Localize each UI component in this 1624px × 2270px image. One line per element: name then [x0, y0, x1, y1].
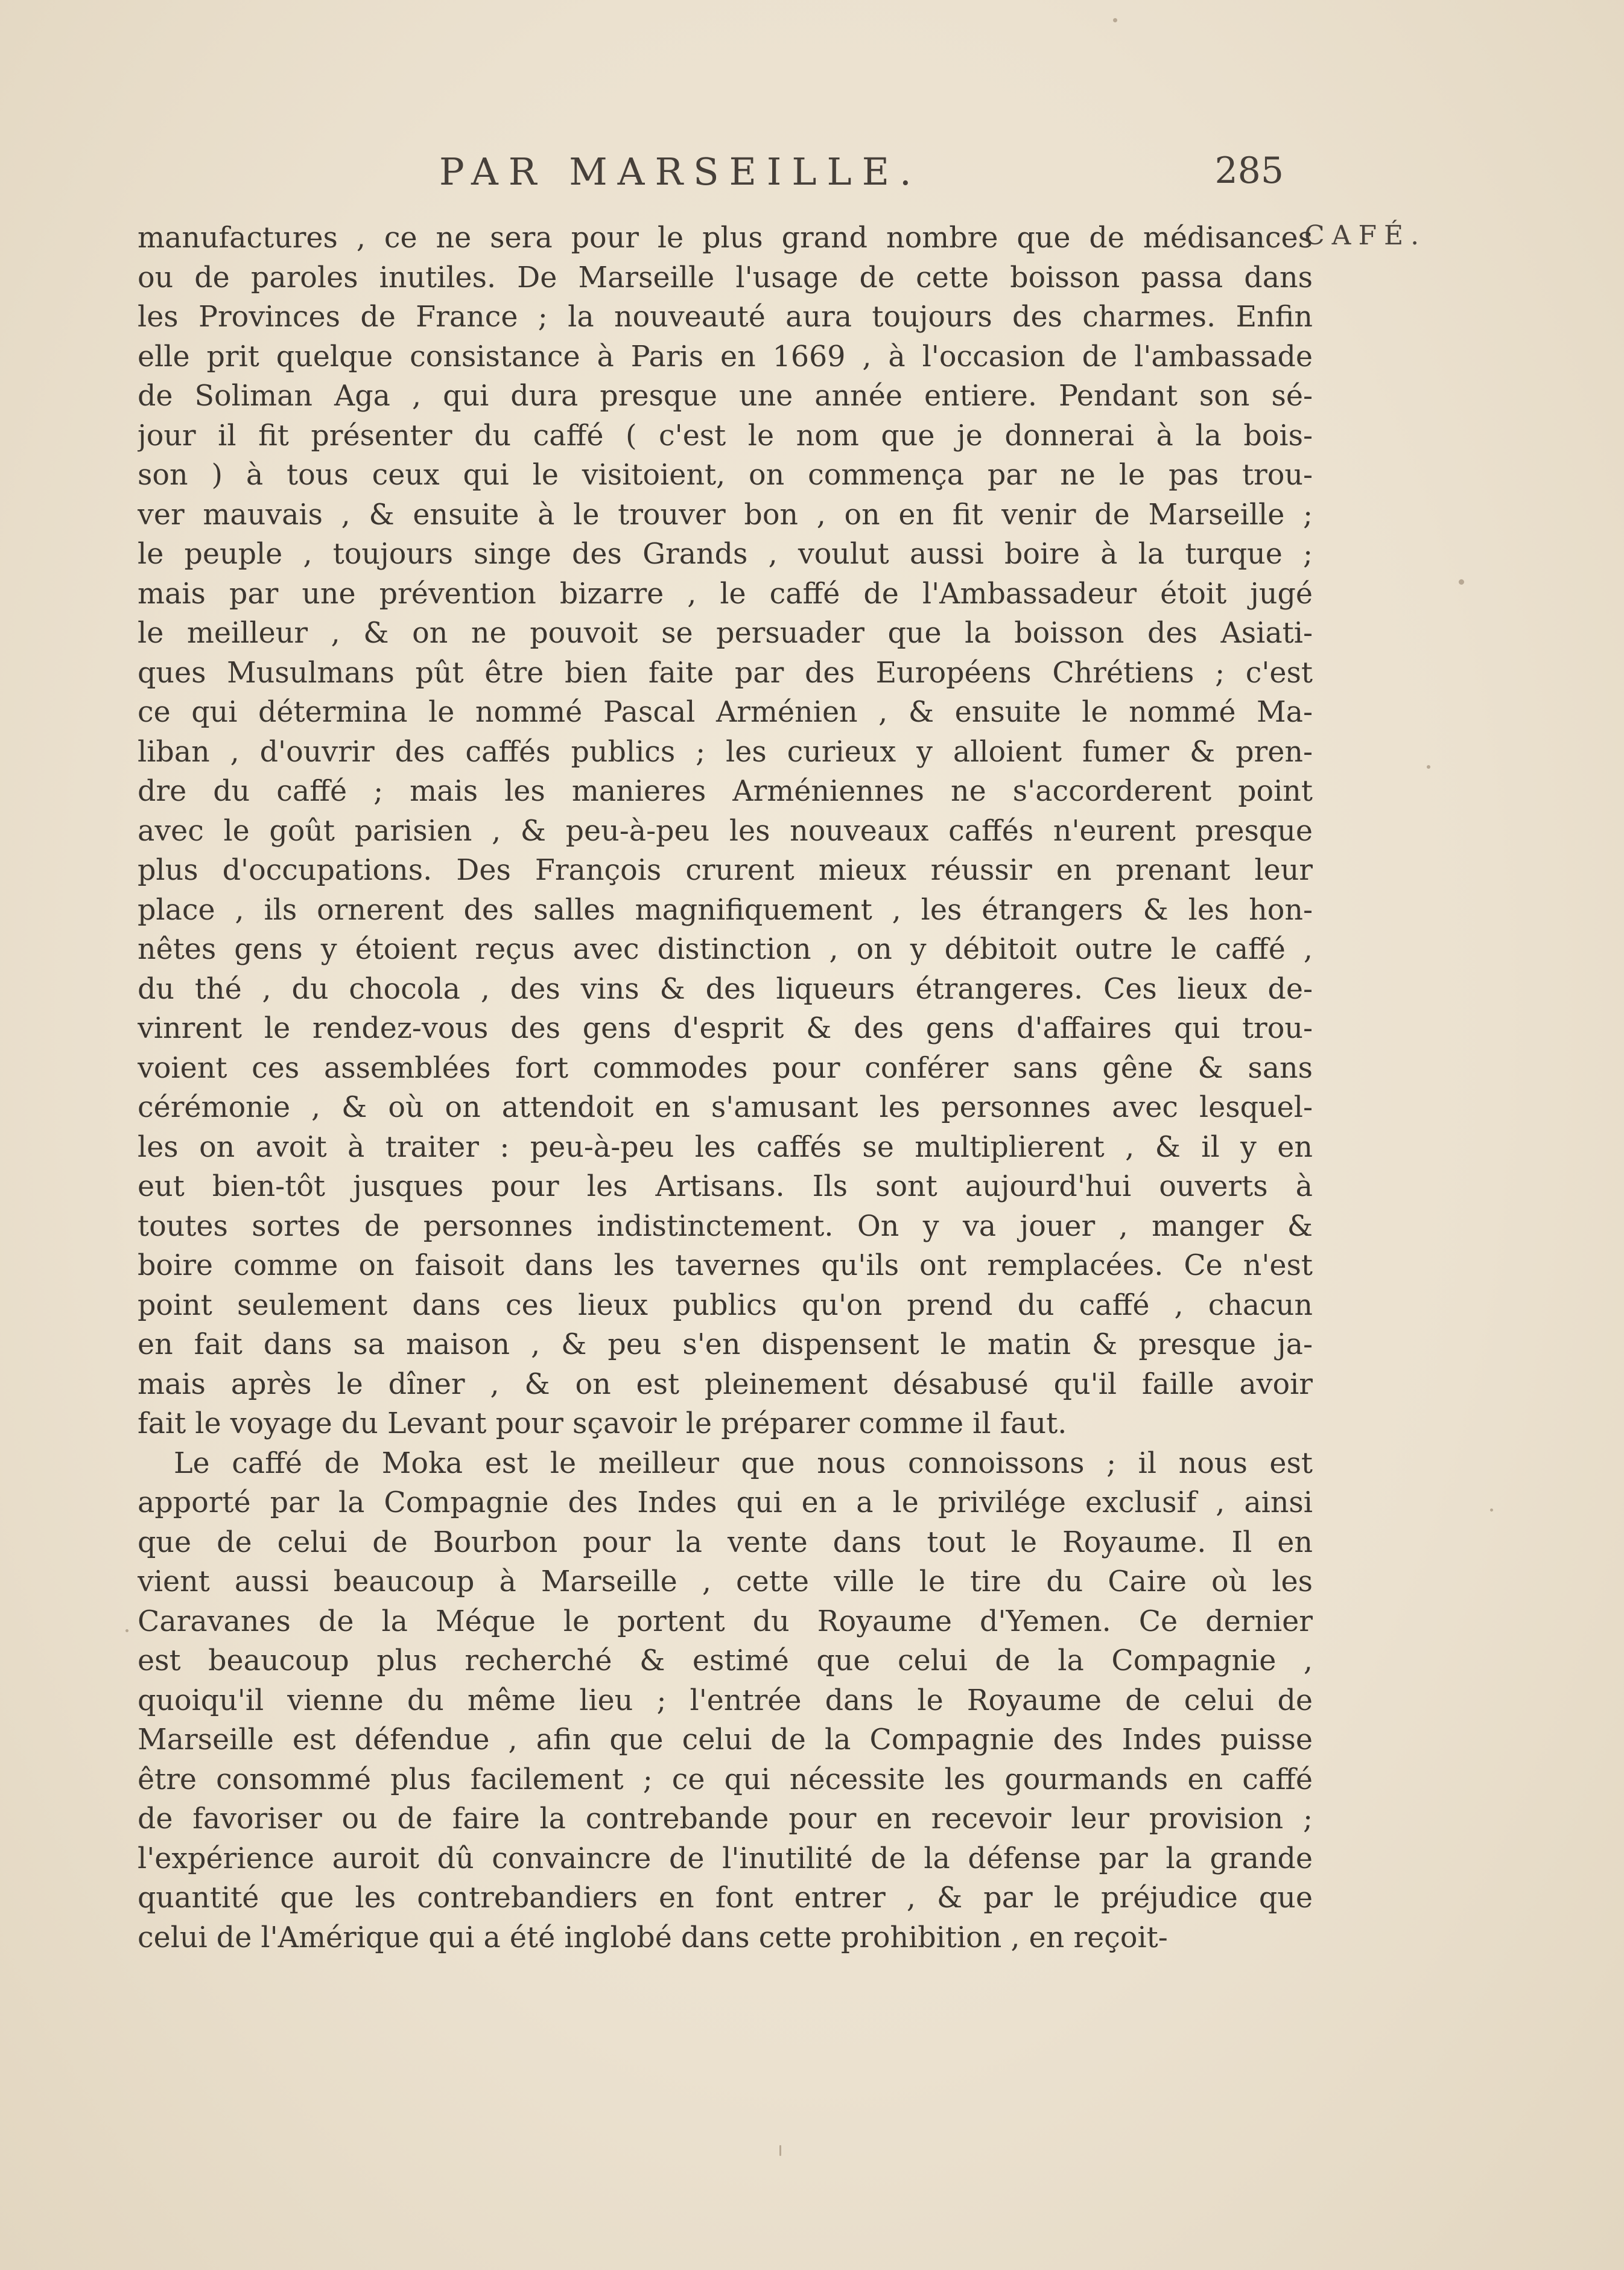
text-line: l'expérience auroit dû convaincre de l'inutilité de la défense par la grande: [138, 1842, 1313, 1875]
text-line: mais par une prévention bizarre , le caffé de l'Ambassadeur étoit jugé: [138, 577, 1313, 611]
paper-speck: [125, 1629, 128, 1632]
paper-speck: [1113, 18, 1117, 22]
text-line: Marseille est défendue , afin que celui de la Compagnie des Indes puisse: [138, 1723, 1313, 1757]
paper-speck: [1490, 1509, 1493, 1512]
text-line: ver mauvais , & ensuite à le trouver bon , on en fit venir de Marseille ;: [138, 498, 1313, 532]
text-line: quantité que les contrebandiers en font entrer , & par le préjudice que: [138, 1881, 1313, 1915]
text-line: nêtes gens y étoient reçus avec distinction , on y débitoit outre le caffé ,: [138, 933, 1313, 966]
text-line: point seulement dans ces lieux publics qu'on prend du caffé , chacun: [138, 1288, 1313, 1322]
text-line: liban , d'ouvrir des caffés publics ; les curieux y alloient fumer & pren-: [138, 735, 1313, 769]
text-line: ce qui détermina le nommé Pascal Arménien , & ensuite le nommé Ma-: [138, 696, 1313, 729]
text-line: dre du caffé ; mais les manieres Arméniennes ne s'accorderent point: [138, 775, 1313, 808]
text-line: boire comme on faisoit dans les tavernes qu'ils ont remplacées. Ce n'est: [138, 1249, 1313, 1282]
text-line: que de celui de Bourbon pour la vente dans tout le Royaume. Il en: [138, 1525, 1313, 1559]
text-line: cérémonie , & où on attendoit en s'amusant les personnes avec lesquel-: [138, 1091, 1313, 1124]
text-line: le meilleur , & on ne pouvoit se persuader que la boisson des Asiati-: [138, 617, 1313, 650]
text-line: de favoriser ou de faire la contrebande pour en recevoir leur provision ;: [138, 1802, 1313, 1836]
text-line: de Soliman Aga , qui dura presque une année entiere. Pendant son sé-: [138, 380, 1313, 413]
paragraph-2: [138, 1444, 1313, 1958]
text-line: du thé , du chocola , des vins & des liqueurs étrangeres. Ces lieux de-: [138, 972, 1313, 1006]
text-line: fait le voyage du Levant pour sçavoir le préparer comme il faut.: [138, 1407, 1067, 1440]
text-line: toutes sortes de personnes indistinctement. On y va jouer , manger &: [138, 1209, 1313, 1243]
text-line: jour il fit présenter du caffé ( c'est le nom que je donnerai à la bois-: [138, 419, 1313, 453]
text-line: elle prit quelque consistance à Paris en 1669 , à l'occasion de l'ambassade: [138, 340, 1313, 374]
text-line: les on avoit à traiter : peu-à-peu les caffés se multiplierent , & il y en: [138, 1130, 1313, 1164]
text-line: place , ils ornerent des salles magnifiquement , les étrangers & les hon-: [138, 893, 1313, 927]
text-line: apporté par la Compagnie des Indes qui en a le privilége exclusif , ainsi: [138, 1486, 1313, 1519]
page-number: 285: [1214, 150, 1284, 192]
text-line: voient ces assemblées fort commodes pour conférer sans gêne & sans: [138, 1051, 1313, 1085]
paragraph-1: [138, 218, 1313, 1444]
text-line: mais après le dîner , & on est pleinement désabusé qu'il faille avoir: [138, 1367, 1313, 1401]
text-line: est beaucoup plus recherché & estimé que celui de la Compagnie ,: [138, 1644, 1313, 1677]
text-line: ou de paroles inutiles. De Marseille l'usage de cette boisson passa dans: [138, 261, 1313, 294]
text-line: vient aussi beaucoup à Marseille , cette ville le tire du Caire où les: [138, 1565, 1313, 1598]
text-line: plus d'occupations. Des François crurent mieux réussir en prenant leur: [138, 854, 1313, 887]
text-line: ques Musulmans pût être bien faite par des Européens Chrétiens ; c'est: [138, 656, 1313, 690]
page-header: [439, 150, 1284, 198]
text-line: être consommé plus facilement ; ce qui nécessite les gourmands en caffé: [138, 1763, 1313, 1796]
paper-speck: [779, 2145, 781, 2156]
text-line: les Provinces de France ; la nouveauté aura toujours des charmes. Enfin: [138, 300, 1313, 334]
body-text: [138, 218, 1313, 1957]
text-line: manufactures , ce ne sera pour le plus grand nombre que de médisances: [138, 221, 1313, 255]
running-title: PAR MARSEILLE.: [439, 150, 922, 194]
text-line: quoiqu'il vienne du même lieu ; l'entrée dans le Royaume de celui de: [138, 1683, 1313, 1717]
paper-speck: [1459, 579, 1464, 585]
margin-note: CAFÉ.: [1304, 220, 1427, 251]
text-line: Le caffé de Moka est le meilleur que nous connoissons ; il nous est: [174, 1446, 1313, 1480]
text-line: son ) à tous ceux qui le visitoient, on commença par ne le pas trou-: [138, 459, 1313, 492]
text-line: avec le goût parisien , & peu-à-peu les nouveaux caffés n'eurent presque: [138, 814, 1313, 848]
text-line: Caravanes de la Méque le portent du Royaume d'Yemen. Ce dernier: [138, 1604, 1313, 1638]
paper-speck: [1427, 765, 1430, 769]
text-line: celui de l'Amérique qui a été inglobé dans cette prohibition , en reçoit-: [138, 1921, 1168, 1954]
text-line: en fait dans sa maison , & peu s'en dispensent le matin & presque ja-: [138, 1328, 1313, 1361]
text-line: vinrent le rendez-vous des gens d'esprit & des gens d'affaires qui trou-: [138, 1012, 1313, 1045]
text-line: le peuple , toujours singe des Grands , voulut aussi boire à la turque ;: [138, 538, 1313, 571]
text-line: eut bien-tôt jusques pour les Artisans. Ils sont aujourd'hui ouverts à: [138, 1170, 1313, 1203]
